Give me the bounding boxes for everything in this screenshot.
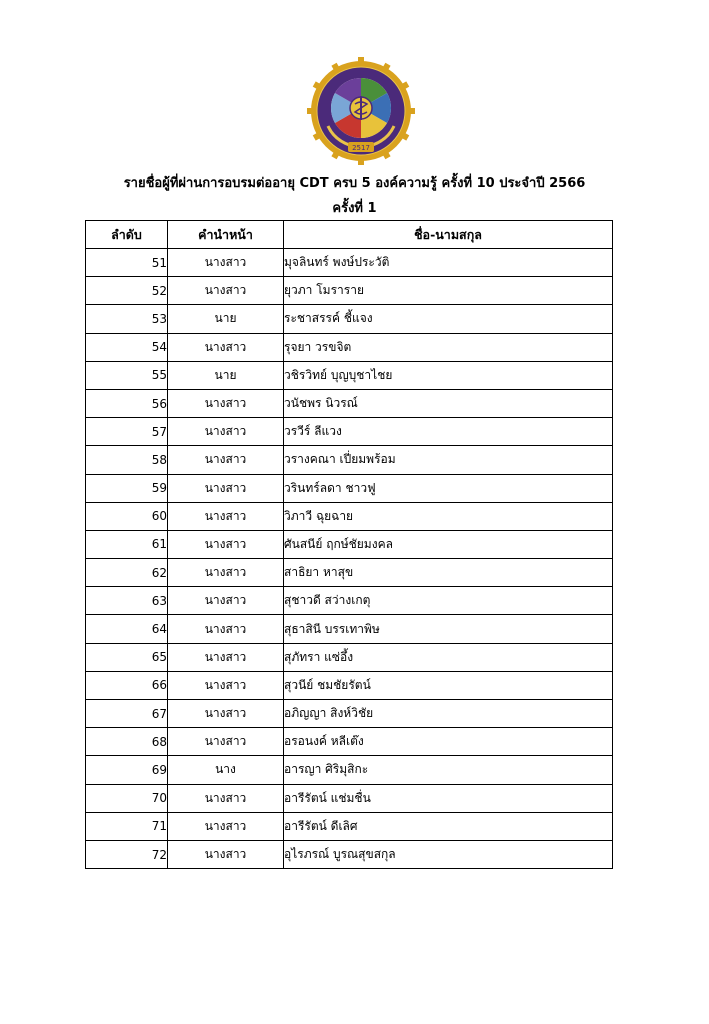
name-cell: รุจยา วรขจิต [284, 333, 613, 361]
number-cell: 55 [86, 361, 168, 389]
number-cell: 62 [86, 559, 168, 587]
number-cell: 72 [86, 840, 168, 868]
name-cell: วรางคณา เปี่ยมพร้อม [284, 446, 613, 474]
association-logo [306, 56, 416, 166]
table-row [86, 728, 613, 756]
logo-year: 2517 [352, 144, 370, 152]
table-row [86, 784, 613, 812]
number-cell: 63 [86, 587, 168, 615]
number-cell: 60 [86, 502, 168, 530]
prefix-cell: นางสาว [168, 474, 284, 502]
table-row [86, 615, 613, 643]
prefix-cell: นางสาว [168, 840, 284, 868]
table-row [86, 502, 613, 530]
table-row [86, 587, 613, 615]
prefix-cell: นาย [168, 361, 284, 389]
prefix-cell: นางสาว [168, 728, 284, 756]
table-row [86, 474, 613, 502]
prefix-cell: นางสาว [168, 446, 284, 474]
table-row [86, 333, 613, 361]
name-cell: อรอนงค์ หลีเต๊ง [284, 728, 613, 756]
number-cell: 54 [86, 333, 168, 361]
name-cell: อารีรัตน์ แช่มชื่น [284, 784, 613, 812]
column-header-number: ลำดับ [86, 221, 168, 249]
prefix-cell: นาย [168, 305, 284, 333]
number-cell: 56 [86, 389, 168, 417]
number-cell: 66 [86, 671, 168, 699]
name-cell: อุไรภรณ์ บูรณสุขสกุล [284, 840, 613, 868]
number-cell: 69 [86, 756, 168, 784]
name-cell: มุจลินทร์ พงษ์ประวัติ [284, 249, 613, 277]
number-cell: 51 [86, 249, 168, 277]
name-cell: สุชาวดี สว่างเกตุ [284, 587, 613, 615]
prefix-cell: นางสาว [168, 784, 284, 812]
table-row [86, 671, 613, 699]
name-cell: อารีรัตน์ ดีเลิศ [284, 812, 613, 840]
name-cell: วิภาวี ฉุยฉาย [284, 502, 613, 530]
name-cell: วรินทร์ลดา ชาวฟู [284, 474, 613, 502]
name-cell: สุภัทรา แซ่อึ้ง [284, 643, 613, 671]
prefix-cell: นางสาว [168, 277, 284, 305]
table-row [86, 812, 613, 840]
document-subtitle: ครั้งที่ 1 [332, 201, 377, 216]
number-cell: 58 [86, 446, 168, 474]
number-cell: 67 [86, 700, 168, 728]
number-cell: 57 [86, 418, 168, 446]
name-cell: สาธิยา หาสุข [284, 559, 613, 587]
table-row [86, 305, 613, 333]
table-row [86, 643, 613, 671]
name-cell: สุธาสินี บรรเทาพิษ [284, 615, 613, 643]
table-row [86, 840, 613, 868]
prefix-cell: นาง [168, 756, 284, 784]
prefix-cell: นางสาว [168, 700, 284, 728]
number-cell: 68 [86, 728, 168, 756]
number-cell: 71 [86, 812, 168, 840]
name-cell: ระชาสรรค์ ชี้แจง [284, 305, 613, 333]
prefix-cell: นางสาว [168, 587, 284, 615]
table-row [86, 277, 613, 305]
number-cell: 70 [86, 784, 168, 812]
prefix-cell: นางสาว [168, 502, 284, 530]
table-row [86, 249, 613, 277]
table-row [86, 361, 613, 389]
number-cell: 61 [86, 530, 168, 558]
name-cell: อารญา ศิริมุสิกะ [284, 756, 613, 784]
prefix-cell: นางสาว [168, 559, 284, 587]
prefix-cell: นางสาว [168, 530, 284, 558]
name-cell: ยุวภา โมราราย [284, 277, 613, 305]
document-title: รายชื่อผู้ที่ผ่านการอบรมต่ออายุ CDT ครบ 5 องค์ความรู้ ครั้งที่ 10 ประจำปี 2566 [123, 176, 586, 191]
table-row [86, 700, 613, 728]
name-cell: ศันสนีย์ ฤกษ์ชัยมงคล [284, 530, 613, 558]
prefix-cell: นางสาว [168, 643, 284, 671]
table-row [86, 530, 613, 558]
number-cell: 64 [86, 615, 168, 643]
number-cell: 53 [86, 305, 168, 333]
prefix-cell: นางสาว [168, 615, 284, 643]
table-row [86, 756, 613, 784]
name-cell: สุวนีย์ ชมชัยรัตน์ [284, 671, 613, 699]
roster-table [85, 220, 613, 869]
table-row [86, 418, 613, 446]
table-row [86, 559, 613, 587]
prefix-cell: นางสาว [168, 389, 284, 417]
table-header-row [86, 221, 613, 249]
name-cell: วรวีร์ ลีแวง [284, 418, 613, 446]
column-header-name: ชื่อ-นามสกุล [284, 221, 613, 249]
name-cell: วชิรวิทย์ บุญบุชาไชย [284, 361, 613, 389]
prefix-cell: นางสาว [168, 418, 284, 446]
table-row [86, 389, 613, 417]
name-cell: อภิญญา สิงห์วิชัย [284, 700, 613, 728]
number-cell: 65 [86, 643, 168, 671]
prefix-cell: นางสาว [168, 249, 284, 277]
prefix-cell: นางสาว [168, 333, 284, 361]
prefix-cell: นางสาว [168, 671, 284, 699]
column-header-prefix: คำนำหน้า [168, 221, 284, 249]
prefix-cell: นางสาว [168, 812, 284, 840]
number-cell: 59 [86, 474, 168, 502]
number-cell: 52 [86, 277, 168, 305]
name-cell: วนัชพร นิวรณ์ [284, 389, 613, 417]
table-row [86, 446, 613, 474]
